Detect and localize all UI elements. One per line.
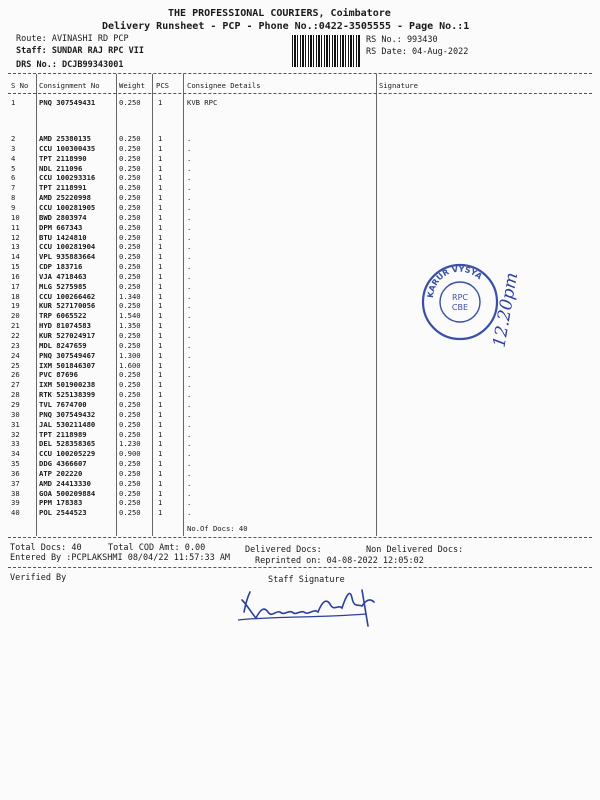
- row-cn: TRP 6065522: [39, 311, 87, 321]
- row-wt: 0.250: [119, 232, 141, 242]
- row-cn: CDP 183716: [39, 262, 83, 272]
- row-pcs: 1: [158, 262, 163, 272]
- row-pcs: 1: [158, 390, 163, 400]
- row-cd: .: [187, 281, 192, 291]
- col-header-consignment: Consignment No: [39, 81, 100, 90]
- row-cd: .: [187, 183, 192, 193]
- runsheet-subtitle: Delivery Runsheet - PCP - Phone No.:0422-3505555 - Page No.:1: [102, 21, 470, 32]
- row-cd: .: [187, 419, 192, 429]
- row-cd: .: [187, 202, 192, 212]
- row-pcs: 1: [158, 173, 163, 183]
- row-wt: 1.300: [119, 350, 141, 360]
- row-cd: .: [187, 439, 192, 449]
- row-cn: KUR 527024917: [39, 331, 96, 340]
- row-cd: .: [187, 429, 192, 439]
- row-cn: KUR 527170056: [39, 301, 96, 311]
- delivered-docs: Delivered Docs:: [245, 545, 322, 555]
- row-sno: 25: [11, 360, 20, 370]
- row-cd: .: [187, 134, 192, 143]
- table-header-rule: [8, 93, 592, 94]
- row-cd: .: [187, 262, 192, 272]
- karur-vysya-stamp-icon: [420, 262, 500, 342]
- row-wt: 0.250: [119, 478, 141, 488]
- row-cn: PNQ 307549467: [39, 350, 96, 360]
- row-cn: BWD 2803974: [39, 212, 87, 222]
- row-cn: MDL 8247659: [39, 340, 87, 350]
- row-sno: 18: [11, 291, 20, 301]
- footer-rule: [8, 567, 592, 568]
- total-cod: Total COD Amt: 0.00: [108, 543, 206, 553]
- row-pcs: 1: [158, 163, 163, 173]
- row-pcs: 1: [158, 419, 163, 429]
- row-cd: .: [187, 242, 192, 252]
- reprinted-on: Reprinted on: 04-08-2022 12:05:02: [255, 556, 424, 566]
- row-wt: 0.250: [119, 222, 141, 232]
- company-title: THE PROFESSIONAL COURIERS, Coimbatore: [168, 8, 391, 19]
- staff-signature-label: Staff Signature: [268, 575, 345, 585]
- row-wt: 0.250: [119, 419, 141, 429]
- row-sno: 21: [11, 321, 20, 331]
- row-cd: .: [187, 173, 192, 183]
- row-wt: 0.250: [119, 399, 141, 409]
- row-pcs: 1: [158, 370, 163, 380]
- row-wt: 0.250: [119, 163, 141, 173]
- row-sno: 30: [11, 409, 20, 419]
- row-sno: 19: [11, 301, 20, 311]
- row-pcs: 1: [158, 360, 163, 370]
- row-pcs: 1: [158, 252, 163, 262]
- svg-text:KARUR VYSYA: KARUR VYSYA: [425, 264, 484, 299]
- no-of-docs: No.Of Docs: 40: [187, 524, 248, 533]
- drs-label: DRS No.: DCJB99343001: [16, 60, 124, 70]
- row-pcs: 1: [158, 321, 163, 331]
- row-pcs: 1: [158, 429, 163, 439]
- row-cd: .: [187, 409, 192, 419]
- row-cd: .: [187, 222, 192, 232]
- row-pcs: 1: [158, 311, 163, 321]
- row-cd: .: [187, 321, 192, 331]
- row-cn: AMD 25220998: [39, 193, 91, 203]
- row-sno: 4: [11, 153, 16, 163]
- col-header-sno: S No: [11, 81, 29, 90]
- row-cn: DEL 528358365: [39, 439, 96, 449]
- row-wt: 0.250: [119, 212, 141, 222]
- row-sno: 2: [11, 134, 16, 143]
- row-cd: .: [187, 340, 192, 350]
- row-cd: .: [187, 449, 192, 459]
- col-header-weight: Weight: [119, 81, 145, 90]
- row-cd: .: [187, 508, 192, 518]
- row-sno: 14: [11, 252, 20, 262]
- rs-date: RS Date: 04-Aug-2022: [366, 47, 469, 57]
- row-cn: CCU 100205229: [39, 449, 96, 459]
- row-cd: .: [187, 498, 192, 508]
- row-cn: VJA 4718463: [39, 271, 87, 281]
- row-cn: PNQ 307549432: [39, 409, 96, 419]
- row-cn: TPT 2118989: [39, 429, 87, 439]
- row-pcs: 1: [158, 242, 163, 252]
- row-wt: 1.540: [119, 311, 141, 321]
- row-cn: PVC 87696: [39, 370, 78, 380]
- row-wt: 0.250: [119, 134, 141, 143]
- row-pcs: 1: [158, 232, 163, 242]
- row-pcs: 1: [158, 202, 163, 212]
- row-wt: 0.250: [119, 370, 141, 380]
- row-wt: 0.250: [119, 242, 141, 252]
- row-sno: 17: [11, 281, 20, 291]
- row-cd: .: [187, 153, 192, 163]
- row-wt: 1.600: [119, 360, 141, 370]
- row-pcs: 1: [158, 478, 163, 488]
- row-cn: PNQ 307549431: [39, 98, 96, 107]
- row-pcs: 1: [158, 468, 163, 478]
- verified-by: Verified By: [10, 573, 67, 583]
- row-pcs: 1: [158, 498, 163, 508]
- row-wt: 0.250: [119, 271, 141, 281]
- row-cd: KVB RPC: [187, 98, 218, 107]
- row-cn: CCU 100266462: [39, 291, 96, 301]
- row-pcs: 1: [158, 134, 163, 143]
- column-divider: [183, 74, 184, 536]
- row-sno: 24: [11, 350, 20, 360]
- row-sno: 13: [11, 242, 20, 252]
- row-cn: TPT 2118991: [39, 183, 87, 193]
- row-wt: 0.250: [119, 301, 141, 311]
- row-cd: .: [187, 399, 192, 409]
- row-pcs: 1: [158, 340, 163, 350]
- row-wt: 0.250: [119, 380, 141, 390]
- row-sno: 6: [11, 173, 16, 183]
- row-sno: 5: [11, 163, 16, 173]
- row-cn: CCU 100300435: [39, 143, 96, 153]
- svg-text:RPC: RPC: [452, 293, 468, 302]
- row-wt: 0.250: [119, 202, 141, 212]
- row-pcs: 1: [158, 409, 163, 419]
- row-cn: IXM 501846307: [39, 360, 96, 370]
- row-cd: .: [187, 380, 192, 390]
- row-cd: .: [187, 212, 192, 222]
- row-sno: 31: [11, 419, 20, 429]
- row-pcs: 1: [158, 153, 163, 163]
- staff-signature-icon: [236, 582, 384, 632]
- row-wt: 0.250: [119, 193, 141, 203]
- row-cd: .: [187, 163, 192, 173]
- row-wt: 0.250: [119, 508, 141, 518]
- row-sno: 36: [11, 468, 20, 478]
- row-sno: 20: [11, 311, 20, 321]
- row-sno: 9: [11, 202, 16, 212]
- row-sno: 34: [11, 449, 20, 459]
- row-pcs: 1: [158, 439, 163, 449]
- row-pcs: 1: [158, 193, 163, 203]
- svg-text:CBE: CBE: [451, 303, 469, 312]
- row-sno: 33: [11, 439, 20, 449]
- barcode: [292, 35, 360, 67]
- row-sno: 29: [11, 399, 20, 409]
- row-cn: VPL 935883664: [39, 252, 96, 262]
- row-pcs: 1: [158, 459, 163, 469]
- row-cd: .: [187, 390, 192, 400]
- row-cn: ATP 202220: [39, 468, 83, 478]
- row-pcs: 1: [158, 281, 163, 291]
- col-header-signature: Signature: [379, 81, 418, 90]
- row-cn: POL 2544523: [39, 508, 87, 518]
- row-wt: 0.250: [119, 340, 141, 350]
- table-top-rule: [8, 73, 592, 74]
- row-cd: .: [187, 360, 192, 370]
- row-cd: .: [187, 370, 192, 380]
- row-cd: .: [187, 350, 192, 360]
- row-pcs: 1: [158, 212, 163, 222]
- row-pcs: 1: [158, 222, 163, 232]
- row-cn: TVL 7674700: [39, 399, 87, 409]
- column-divider: [152, 74, 153, 536]
- row-cd: .: [187, 291, 192, 301]
- row-pcs: 1: [158, 98, 163, 107]
- row-sno: 8: [11, 193, 16, 203]
- row-sno: 32: [11, 429, 20, 439]
- row-pcs: 1: [158, 143, 163, 153]
- row-pcs: 1: [158, 331, 163, 340]
- row-sno: 28: [11, 390, 20, 400]
- column-divider: [376, 74, 377, 536]
- row-cn: RTK 525138399: [39, 390, 96, 400]
- row-cd: .: [187, 143, 192, 153]
- row-sno: 38: [11, 488, 20, 498]
- row-cd: .: [187, 459, 192, 469]
- row-pcs: 1: [158, 350, 163, 360]
- row-wt: 0.250: [119, 183, 141, 193]
- row-wt: 1.350: [119, 321, 141, 331]
- row-wt: 1.340: [119, 291, 141, 301]
- row-cd: .: [187, 252, 192, 262]
- row-sno: 11: [11, 222, 20, 232]
- column-divider: [116, 74, 117, 536]
- row-cn: JAL 530211480: [39, 419, 96, 429]
- row-cn: CCU 100281905: [39, 202, 96, 212]
- row-sno: 12: [11, 232, 20, 242]
- row-wt: 0.900: [119, 449, 141, 459]
- row-wt: 1.230: [119, 439, 141, 449]
- row-cn: AMD 24413330: [39, 478, 91, 488]
- row-cn: MLG 5275985: [39, 281, 87, 291]
- row-pcs: 1: [158, 488, 163, 498]
- row-sno: 27: [11, 380, 20, 390]
- row-sno: 37: [11, 478, 20, 488]
- row-wt: 0.250: [119, 143, 141, 153]
- row-cd: .: [187, 232, 192, 242]
- staff-label: Staff: SUNDAR RAJ RPC VII: [16, 46, 144, 56]
- row-cd: .: [187, 301, 192, 311]
- row-wt: 0.250: [119, 173, 141, 183]
- row-wt: 0.250: [119, 262, 141, 272]
- row-cn: GOA 500209884: [39, 488, 96, 498]
- row-pcs: 1: [158, 508, 163, 518]
- row-pcs: 1: [158, 449, 163, 459]
- row-wt: 0.250: [119, 281, 141, 291]
- row-sno: 35: [11, 459, 20, 469]
- row-cn: PPM 178383: [39, 498, 83, 508]
- row-cd: .: [187, 271, 192, 281]
- row-sno: 7: [11, 183, 16, 193]
- row-wt: 0.250: [119, 429, 141, 439]
- route-label: Route: AVINASHI RD PCP: [16, 34, 129, 44]
- row-sno: 23: [11, 340, 20, 350]
- row-pcs: 1: [158, 291, 163, 301]
- row-cd: .: [187, 311, 192, 321]
- row-cd: .: [187, 193, 192, 203]
- non-delivered-docs: Non Delivered Docs:: [366, 545, 464, 555]
- row-sno: 16: [11, 271, 20, 281]
- row-pcs: 1: [158, 301, 163, 311]
- table-bottom-rule: [8, 537, 592, 538]
- row-cn: TPT 2118990: [39, 153, 87, 163]
- row-sno: 26: [11, 370, 20, 380]
- col-header-pcs: PCS: [156, 81, 169, 90]
- total-docs: Total Docs: 40: [10, 543, 82, 553]
- row-cn: BTU 1424810: [39, 232, 87, 242]
- row-wt: 0.250: [119, 488, 141, 498]
- row-sno: 10: [11, 212, 20, 222]
- row-pcs: 1: [158, 380, 163, 390]
- row-sno: 15: [11, 262, 20, 272]
- row-wt: 0.250: [119, 153, 141, 163]
- row-cn: AMD 25380135: [39, 134, 91, 143]
- row-cn: NDL 211096: [39, 163, 83, 173]
- row-cd: .: [187, 468, 192, 478]
- row-cn: DPM 667343: [39, 222, 83, 232]
- row-cn: IXM 501900238: [39, 380, 96, 390]
- row-sno: 1: [11, 98, 16, 107]
- row-cn: DDG 4366607: [39, 459, 87, 469]
- row-wt: 0.250: [119, 390, 141, 400]
- rs-number: RS No.: 993430: [366, 35, 438, 45]
- row-sno: 3: [11, 143, 16, 153]
- row-pcs: 1: [158, 183, 163, 193]
- col-header-consignee: Consignee Details: [187, 81, 261, 90]
- row-sno: 22: [11, 331, 20, 340]
- row-wt: 0.250: [119, 409, 141, 419]
- row-wt: 0.250: [119, 468, 141, 478]
- entered-by: Entered By :PCPLAKSHMI 08/04/22 11:57:33 AM: [10, 553, 231, 563]
- row-wt: 0.250: [119, 459, 141, 469]
- row-pcs: 1: [158, 399, 163, 409]
- row-sno: 40: [11, 508, 20, 518]
- row-cn: HYD 81074583: [39, 321, 91, 331]
- row-cn: CCU 100293316: [39, 173, 96, 183]
- row-pcs: 1: [158, 271, 163, 281]
- row-wt: 0.250: [119, 331, 141, 340]
- row-cd: .: [187, 488, 192, 498]
- row-wt: 0.250: [119, 98, 141, 107]
- row-cd: .: [187, 478, 192, 488]
- row-wt: 0.250: [119, 498, 141, 508]
- row-cd: .: [187, 331, 192, 340]
- column-divider: [36, 74, 37, 536]
- row-cn: CCU 100281904: [39, 242, 96, 252]
- handwritten-time: 12.20pm: [489, 271, 523, 349]
- row-wt: 0.250: [119, 252, 141, 262]
- row-sno: 39: [11, 498, 20, 508]
